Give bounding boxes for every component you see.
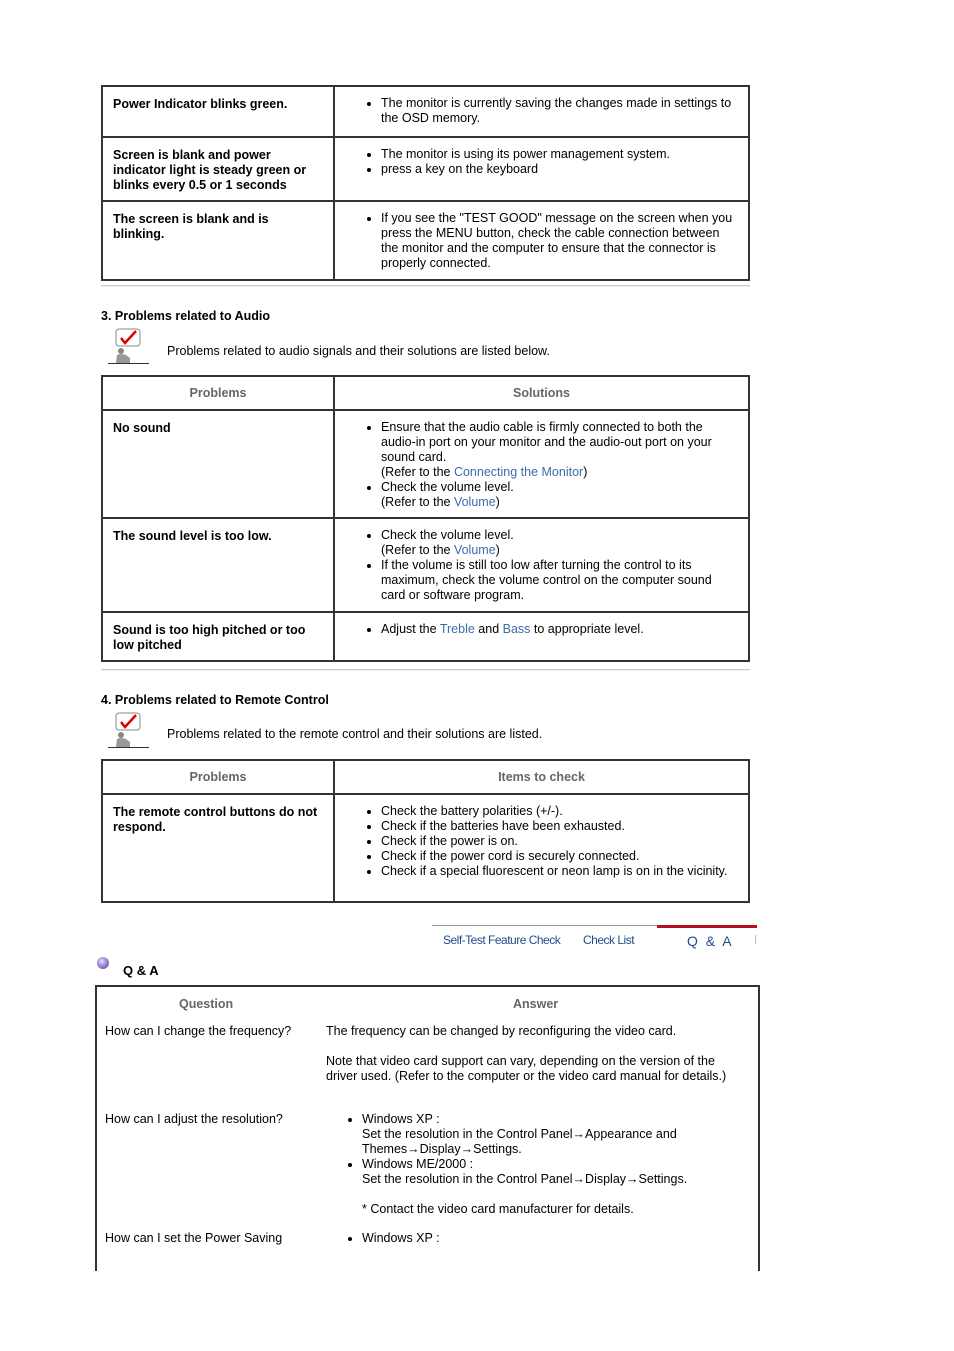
qa-bullet-icon xyxy=(97,957,109,969)
connecting-monitor-link[interactable]: Connecting the Monitor xyxy=(453,465,584,479)
tab-check-list[interactable]: Check List xyxy=(583,933,635,947)
answer-text: Set the resolution in the Control Panel→Display→Settings. xyxy=(362,1172,688,1186)
tab-divider xyxy=(755,935,756,944)
list-item xyxy=(381,480,738,510)
answer-frequency xyxy=(326,1024,746,1084)
refer-suffix: ) xyxy=(583,465,588,479)
volume-link[interactable]: Volume xyxy=(453,543,496,557)
tab-q-and-a[interactable]: Q & A xyxy=(687,933,734,949)
refer-suffix: ) xyxy=(495,495,500,509)
solution-text: to appropriate level. xyxy=(530,622,644,636)
list-item: • Check if the power cord is securely connected. xyxy=(381,849,738,864)
question-resolution: How can I adjust the resolution? xyxy=(105,1112,283,1126)
list-item: • The monitor is currently saving the changes made in settings to the OSD memory. xyxy=(381,96,738,126)
list-item xyxy=(381,420,738,480)
solution-cell xyxy=(334,201,749,280)
audio-section-heading: 3. Problems related to Audio xyxy=(101,309,271,323)
solution-text: Check the volume level. xyxy=(381,528,514,542)
column-header-question: Question xyxy=(179,997,234,1011)
solution-cell xyxy=(334,86,749,137)
note-checkmark-icon xyxy=(106,712,150,748)
audio-note: Problems related to audio signals and their solutions are listed below. xyxy=(167,344,550,358)
list-item: • The monitor is using its power management system. xyxy=(381,147,738,162)
table-row xyxy=(102,612,749,661)
list-item: • Check the battery polarities (+/-). xyxy=(381,804,738,819)
list-item xyxy=(381,622,738,637)
solution-cell xyxy=(334,794,749,902)
column-header-items: Items to check xyxy=(334,760,749,794)
os-label: Windows ME/2000 : xyxy=(362,1157,474,1171)
problem-cell: Power Indicator blinks green. xyxy=(102,86,334,137)
answer-resolution xyxy=(326,1112,746,1217)
section-divider xyxy=(101,285,750,287)
list-item: • Windows XP : xyxy=(362,1231,746,1246)
question-frequency: How can I change the frequency? xyxy=(105,1024,292,1038)
column-header-solutions: Solutions xyxy=(334,376,749,410)
section-divider xyxy=(101,669,750,671)
answer-text: Note that video card support can vary, depending on the version of the driver used. (Refer to the computer or the video card manual for details.) xyxy=(326,1054,727,1083)
list-item: • Check if a special fluorescent or neon lamp is on in the vicinity. xyxy=(381,864,738,879)
problem-cell: The sound level is too low. xyxy=(102,518,334,612)
refer-prefix: (Refer to the xyxy=(381,465,454,479)
tab-self-test-feature-check[interactable]: Self-Test Feature Check xyxy=(443,933,561,947)
table-row xyxy=(102,794,749,902)
solution-text: Check the volume level. xyxy=(381,480,514,494)
answer-text: Set the resolution in the Control Panel→Appearance and Themes→Display→Settings. xyxy=(362,1127,677,1156)
list-item: • press a key on the keyboard xyxy=(381,162,738,177)
answer-power-saving xyxy=(326,1231,746,1246)
tab-active-indicator xyxy=(657,925,757,928)
volume-link[interactable]: Volume xyxy=(453,495,496,509)
table-header-row xyxy=(102,760,749,794)
table-row xyxy=(102,201,749,280)
problem-cell: No sound xyxy=(102,410,334,518)
table-row xyxy=(102,410,749,518)
refer-prefix: (Refer to the xyxy=(381,543,454,557)
note-checkmark-icon xyxy=(106,328,150,364)
column-header-problems: Problems xyxy=(102,376,334,410)
table-row xyxy=(102,137,749,201)
os-label: Windows XP : xyxy=(362,1112,440,1126)
qa-title: Q & A xyxy=(123,963,159,978)
tabs-underline xyxy=(432,925,657,926)
problem-cell: The remote control buttons do not respond. xyxy=(102,794,334,902)
solution-text: Adjust the xyxy=(381,622,440,636)
list-item: • If the volume is still too low after turning the control to its maximum, check the volume control on the computer sound card or software program. xyxy=(381,558,738,603)
solution-cell xyxy=(334,137,749,201)
list-item: • Check if the power is on. xyxy=(381,834,738,849)
list-item xyxy=(362,1157,746,1217)
answer-note: * Contact the video card manufacturer for details. xyxy=(362,1202,634,1216)
column-header-answer: Answer xyxy=(513,997,559,1011)
qa-table xyxy=(95,985,760,1271)
list-item xyxy=(381,528,738,558)
table-header-row xyxy=(102,376,749,410)
solution-cell xyxy=(334,518,749,612)
remote-note: Problems related to the remote control and their solutions are listed. xyxy=(167,727,543,741)
list-item: • Check if the batteries have been exhausted. xyxy=(381,819,738,834)
section-tabs xyxy=(432,925,757,953)
audio-problems-table xyxy=(101,375,750,662)
refer-suffix: ) xyxy=(495,543,500,557)
list-item xyxy=(362,1112,746,1157)
solution-text: Ensure that the audio cable is firmly connected to both the audio-in port on your monitor and the audio-out port on your sound card. xyxy=(381,420,712,464)
treble-link[interactable]: Treble xyxy=(439,622,475,636)
solution-cell xyxy=(334,410,749,518)
table-row xyxy=(102,518,749,612)
remote-problems-table xyxy=(101,759,750,903)
answer-text: The frequency can be changed by reconfiguring the video card. xyxy=(326,1024,677,1038)
problem-cell: The screen is blank and is blinking. xyxy=(102,201,334,280)
list-item: • If you see the "TEST GOOD" message on the screen when you press the MENU button, check the cable connection between the monitor and the computer to ensure that the connector is properly connected. xyxy=(381,211,738,271)
table-row xyxy=(102,86,749,137)
column-header-problems: Problems xyxy=(102,760,334,794)
refer-prefix: (Refer to the xyxy=(381,495,454,509)
solution-text: and xyxy=(474,622,503,636)
bass-link[interactable]: Bass xyxy=(502,622,531,636)
problem-cell: Sound is too high pitched or too low pitched xyxy=(102,612,334,661)
problem-cell: Screen is blank and power indicator light is steady green or blinks every 0.5 or 1 seconds xyxy=(102,137,334,201)
question-power-saving: How can I set the Power Saving xyxy=(105,1231,283,1245)
solution-cell xyxy=(334,612,749,661)
display-problems-table xyxy=(101,85,750,281)
remote-section-heading: 4. Problems related to Remote Control xyxy=(101,693,329,707)
